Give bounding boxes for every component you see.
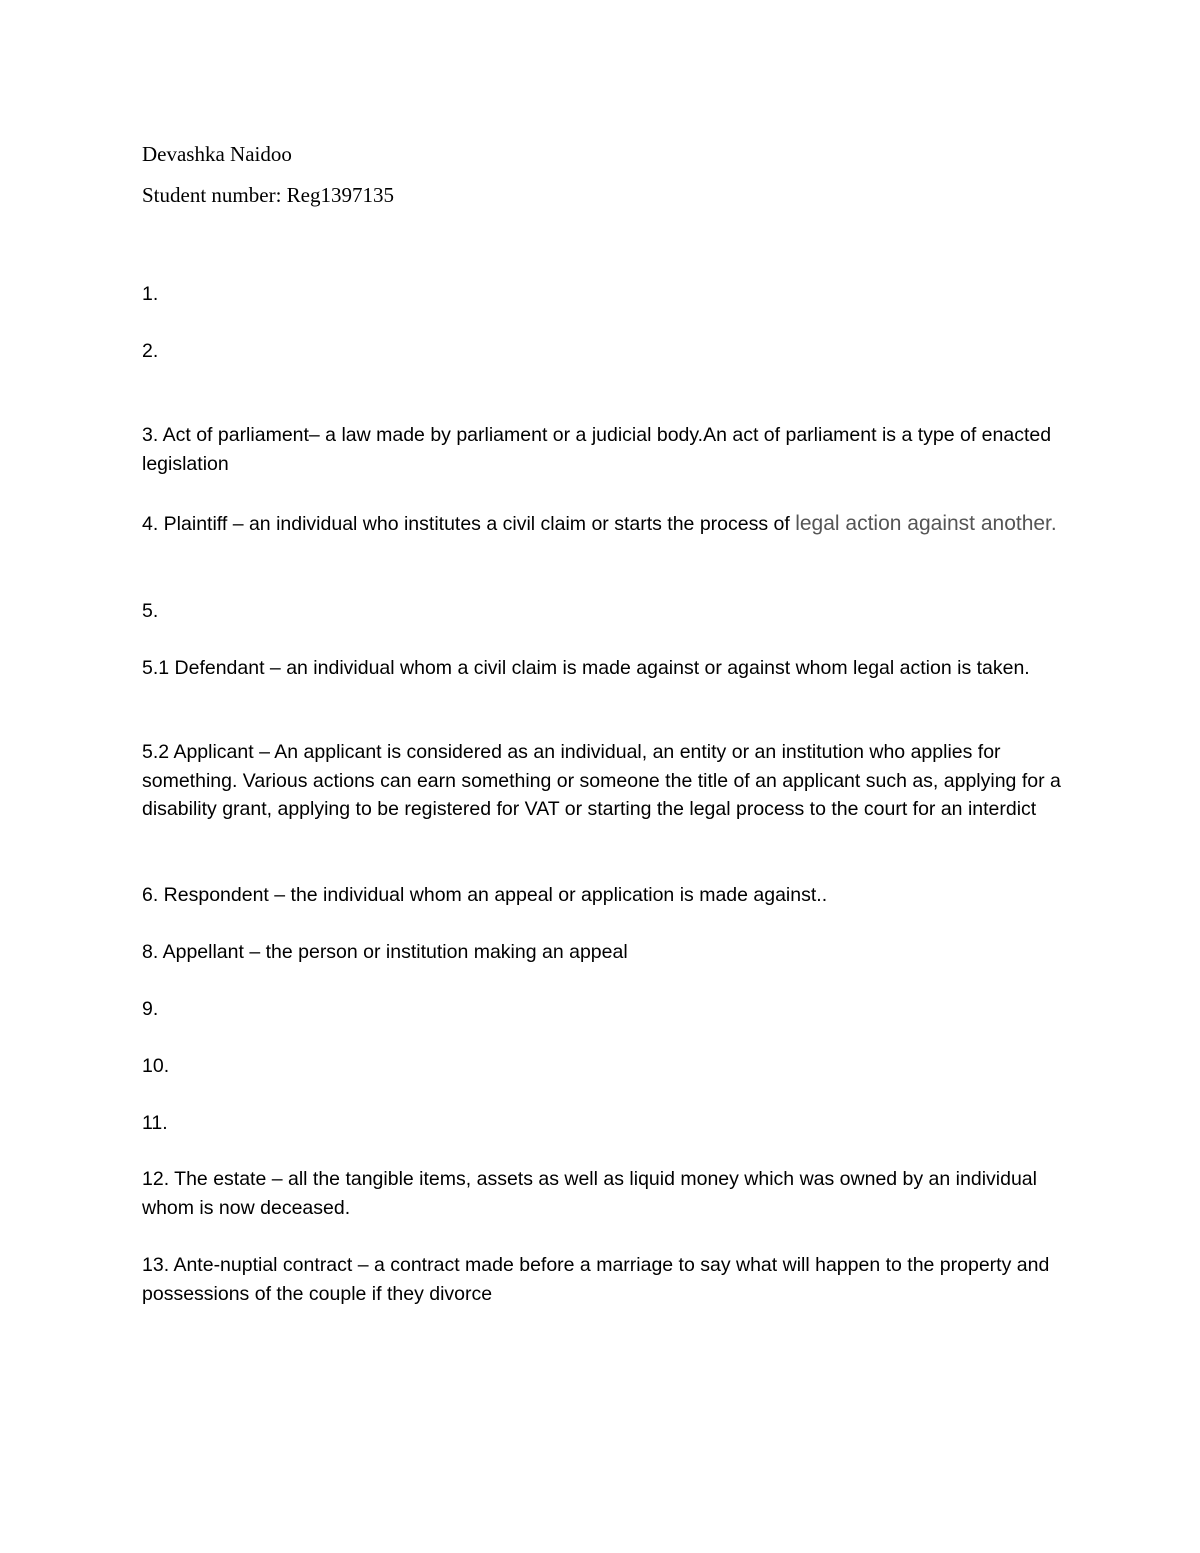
question-8-appellant: 8. Appellant – the person or institution making an appeal [142,941,628,963]
question-13-ante-nuptial-contract: 13. Ante-nuptial contract – a contract made before a marriage to say what will happen to the property and possessions of the couple if they divorce [142,1254,1050,1305]
question-5-2-applicant: 5.2 Applicant – An applicant is considered as an individual, an entity or an institution who applies for something. Various actions can earn something or someone the title of an applicant such as, applying for a disability grant, applying to be registered for VAT or starting the legal process to the court for an interdict [142,741,1061,820]
question-12-estate: 12. The estate – all the tangible items, assets as well as liquid money which was owned by an individual whom is now deceased. [142,1168,1037,1219]
question-5: 5. [142,600,159,622]
question-11: 11. [142,1112,168,1134]
question-4-text: 4. Plaintiff – an individual who institutes a civil claim or starts the process of [142,513,796,535]
question-2: 2. [142,340,159,362]
question-5-1-defendant: 5.1 Defendant – an individual whom a civil claim is made against or against whom legal action is taken. [142,657,1030,679]
author-name: Devashka Naidoo [142,142,292,166]
question-4-highlight-text: legal action against another. [795,512,1057,535]
question-4-plaintiff [142,508,1072,540]
question-6-respondent: 6. Respondent – the individual whom an appeal or application is made against.. [142,884,828,906]
question-9: 9. [142,998,159,1020]
question-1: 1. [142,283,159,305]
student-number: Student number: Reg1397135 [142,183,394,207]
question-10: 10. [142,1055,170,1077]
question-3-act-of-parliament: 3. Act of parliament– a law made by parliament or a judicial body.An act of parliament is a type of enacted legislation [142,424,1052,475]
